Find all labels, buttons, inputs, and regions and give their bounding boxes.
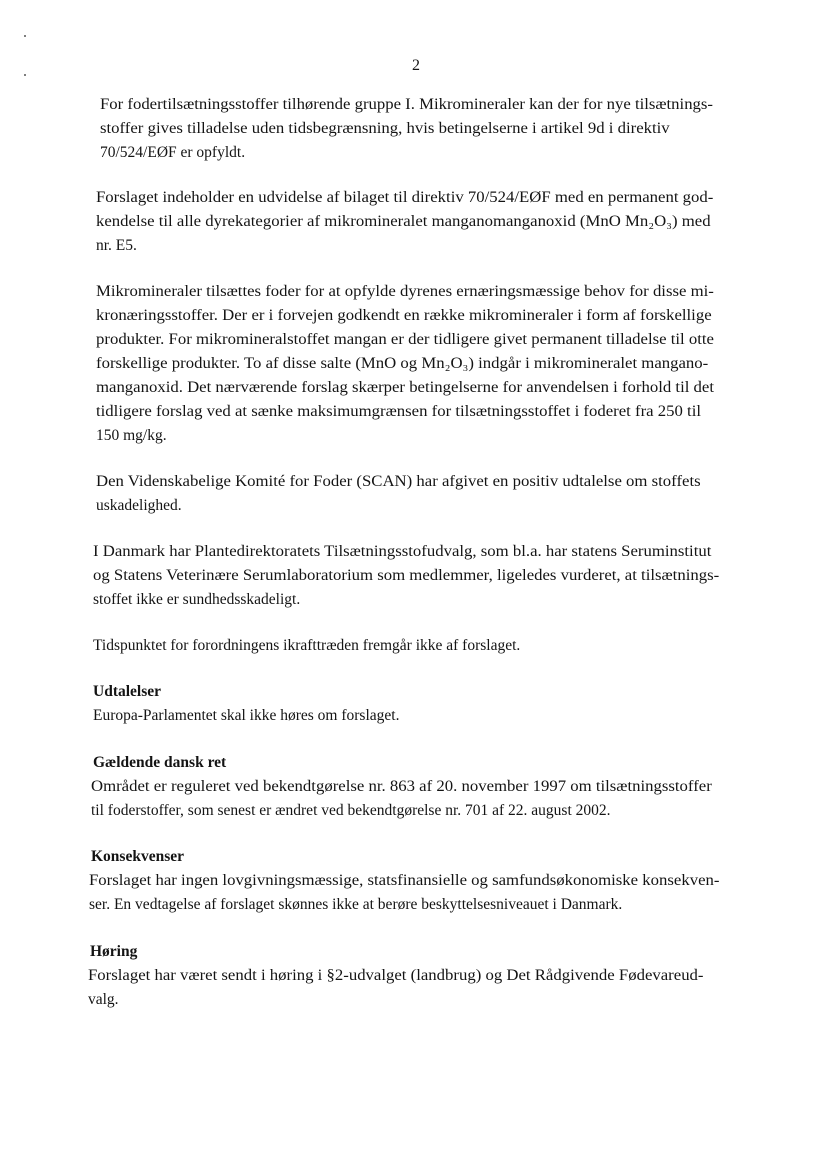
paragraph-line: manganoxid. Det nærværende forslag skærper betingelserne for anvendelsen i forhold til det — [96, 379, 714, 396]
paragraph-line: stoffet ikke er sundhedsskadeligt. — [93, 591, 301, 608]
paragraph-line: tidligere forslag ved at sænke maksimumgrænsen for tilsætningsstoffet i foderet fra 250 til — [96, 403, 702, 420]
paragraph-line: nr. E5. — [96, 237, 137, 254]
page-number: 2 — [412, 57, 420, 74]
section-line: til foderstoffer, som senest er ændret ved bekendtgørelse nr. 701 af 22. august 2002. — [91, 802, 611, 819]
paragraph-line: I Danmark har Plantedirektoratets Tilsætningsstofudvalg, som bl.a. har statens Seruminstitut — [93, 543, 712, 560]
paragraph-line: kronæringsstoffer. Der er i forvejen godkendt en række mikromineraler i form af forskellige — [96, 307, 712, 324]
section-heading: Udtalelser — [93, 683, 162, 700]
paragraph-line: Den Videnskabelige Komité for Foder (SCAN) har afgivet en positiv udtalelse om stoffets — [96, 473, 701, 490]
paragraph-line: uskadelighed. — [96, 497, 182, 514]
paragraph-line: 150 mg/kg. — [96, 427, 167, 444]
section-line: Forslaget har ingen lovgivningsmæssige, statsfinansielle og samfundsøkonomiske konsekven- — [89, 872, 720, 889]
scan-speck — [24, 35, 26, 37]
paragraph-line: forskellige produkter. To af disse salte (MnO og Mn₂O₃) indgår i mikromineralet mangano- — [96, 355, 709, 372]
paragraph-line: Forslaget indeholder en udvidelse af bilaget til direktiv 70/524/EØF med en permanent god- — [96, 189, 714, 206]
section-line: Forslaget har været sendt i høring i §2-udvalget (landbrug) og Det Rådgivende Fødevareud- — [88, 967, 704, 984]
section-heading: Konsekvenser — [91, 848, 184, 865]
paragraph-line: For fodertilsætningsstoffer tilhørende gruppe I. Mikromineraler kan der for nye tilsætnings- — [100, 96, 713, 113]
paragraph-line: Tidspunktet for forordningens ikrafttræden fremgår ikke af forslaget. — [93, 637, 521, 654]
section-heading: Gældende dansk ret — [93, 754, 227, 771]
paragraph-line: Mikromineraler tilsættes foder for at opfylde dyrenes ernæringsmæssige behov for disse mi- — [96, 283, 714, 300]
section-line: valg. — [88, 991, 119, 1008]
section-line: Europa-Parlamentet skal ikke høres om forslaget. — [93, 707, 400, 724]
paragraph-line: produkter. For mikromineralstoffet mangan er der tidligere givet permanent tilladelse til otte — [96, 331, 714, 348]
paragraph-line: stoffer gives tilladelse uden tidsbegrænsning, hvis betingelserne i artikel 9d i direktiv — [100, 120, 670, 137]
paragraph-line: og Statens Veterinære Serumlaboratorium som medlemmer, ligeledes vurderet, at tilsætnings- — [93, 567, 720, 584]
paragraph-line: kendelse til alle dyrekategorier af mikromineralet manganomanganoxid (MnO Mn₂O₃) med — [96, 213, 711, 230]
section-line: ser. En vedtagelse af forslaget skønnes ikke at berøre beskyttelsesniveauet i Danmark. — [89, 896, 623, 913]
section-heading: Høring — [90, 943, 138, 960]
paragraph-line: 70/524/EØF er opfyldt. — [100, 144, 246, 161]
section-line: Området er reguleret ved bekendtgørelse nr. 863 af 20. november 1997 om tilsætningsstoffer — [91, 778, 712, 795]
